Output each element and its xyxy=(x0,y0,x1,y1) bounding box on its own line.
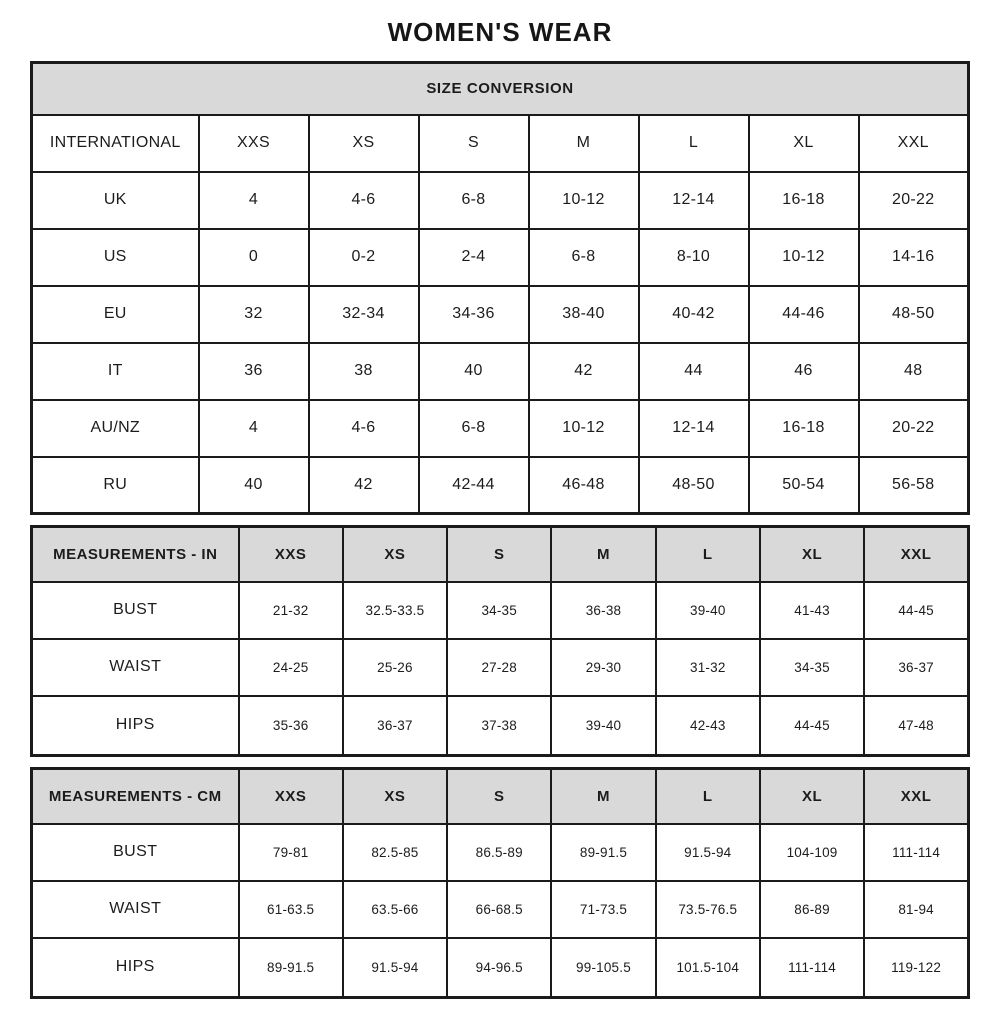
size-value-cell: 89-91.5 xyxy=(551,824,655,881)
size-value-cell: 32.5-33.5 xyxy=(343,582,447,639)
size-value-cell: 46 xyxy=(749,343,859,400)
size-value-cell: 104-109 xyxy=(760,824,864,881)
size-column-header: M xyxy=(551,527,655,582)
size-value-cell: 0 xyxy=(199,229,309,286)
size-value-cell: 4-6 xyxy=(309,172,419,229)
size-value-cell: 29-30 xyxy=(551,639,655,696)
row-label: US xyxy=(32,229,199,286)
size-value-cell: 99-105.5 xyxy=(551,938,655,998)
size-value-cell: 6-8 xyxy=(419,400,529,457)
size-value-cell: 34-35 xyxy=(760,639,864,696)
size-value-cell: 48-50 xyxy=(859,286,969,343)
size-value-cell: 40 xyxy=(419,343,529,400)
size-column-header: M xyxy=(529,115,639,172)
size-value-cell: 4 xyxy=(199,172,309,229)
table-row xyxy=(32,343,969,400)
measurements-in-header-row xyxy=(32,527,969,582)
size-column-header: S xyxy=(419,115,529,172)
size-value-cell: 119-122 xyxy=(864,938,968,998)
size-value-cell: 10-12 xyxy=(529,172,639,229)
page-title: WOMEN'S WEAR xyxy=(387,17,613,47)
size-column-header: XXL xyxy=(864,769,968,824)
size-value-cell: 44-45 xyxy=(864,582,968,639)
size-conversion-columns-row xyxy=(32,115,969,172)
table-row xyxy=(32,582,969,639)
size-value-cell: 24-25 xyxy=(239,639,343,696)
size-value-cell: 39-40 xyxy=(656,582,760,639)
row-label: AU/NZ xyxy=(32,400,199,457)
row-label: INTERNATIONAL xyxy=(32,115,199,172)
size-column-header: XXS xyxy=(239,527,343,582)
row-label: HIPS xyxy=(32,696,239,756)
size-column-header: L xyxy=(639,115,749,172)
size-column-header: XXS xyxy=(199,115,309,172)
size-value-cell: 39-40 xyxy=(551,696,655,756)
size-value-cell: 63.5-66 xyxy=(343,881,447,938)
size-value-cell: 16-18 xyxy=(749,400,859,457)
size-value-cell: 36-38 xyxy=(551,582,655,639)
size-conversion-title: SIZE CONVERSION xyxy=(32,63,969,115)
size-value-cell: 48 xyxy=(859,343,969,400)
size-value-cell: 40 xyxy=(199,457,309,514)
size-column-header: XS xyxy=(343,527,447,582)
size-value-cell: 82.5-85 xyxy=(343,824,447,881)
size-value-cell: 46-48 xyxy=(529,457,639,514)
size-value-cell: 111-114 xyxy=(760,938,864,998)
size-value-cell: 34-36 xyxy=(419,286,529,343)
size-value-cell: 66-68.5 xyxy=(447,881,551,938)
measurements-in-title: MEASUREMENTS - IN xyxy=(32,527,239,582)
size-value-cell: 16-18 xyxy=(749,172,859,229)
size-value-cell: 79-81 xyxy=(239,824,343,881)
table-row xyxy=(32,639,969,696)
size-column-header: M xyxy=(551,769,655,824)
size-value-cell: 42 xyxy=(529,343,639,400)
table-row xyxy=(32,457,969,514)
size-column-header: XL xyxy=(749,115,859,172)
row-label: BUST xyxy=(32,582,239,639)
size-value-cell: 20-22 xyxy=(859,172,969,229)
size-value-cell: 50-54 xyxy=(749,457,859,514)
size-value-cell: 44-46 xyxy=(749,286,859,343)
size-value-cell: 94-96.5 xyxy=(447,938,551,998)
size-value-cell: 73.5-76.5 xyxy=(656,881,760,938)
size-value-cell: 6-8 xyxy=(529,229,639,286)
size-value-cell: 8-10 xyxy=(639,229,749,286)
size-value-cell: 25-26 xyxy=(343,639,447,696)
size-value-cell: 42-43 xyxy=(656,696,760,756)
row-label: BUST xyxy=(32,824,239,881)
table-row xyxy=(32,824,969,881)
size-value-cell: 56-58 xyxy=(859,457,969,514)
size-value-cell: 89-91.5 xyxy=(239,938,343,998)
size-value-cell: 71-73.5 xyxy=(551,881,655,938)
size-value-cell: 21-32 xyxy=(239,582,343,639)
table-row xyxy=(32,400,969,457)
size-value-cell: 36-37 xyxy=(343,696,447,756)
size-value-cell: 36-37 xyxy=(864,639,968,696)
table-row xyxy=(32,696,969,756)
size-value-cell: 38 xyxy=(309,343,419,400)
size-value-cell: 4-6 xyxy=(309,400,419,457)
size-value-cell: 12-14 xyxy=(639,172,749,229)
size-column-header: XL xyxy=(760,527,864,582)
size-value-cell: 2-4 xyxy=(419,229,529,286)
size-value-cell: 37-38 xyxy=(447,696,551,756)
size-conversion-header-row xyxy=(32,63,969,115)
size-value-cell: 38-40 xyxy=(529,286,639,343)
measurements-cm-header-row xyxy=(32,769,969,824)
size-value-cell: 14-16 xyxy=(859,229,969,286)
measurements-in-table xyxy=(30,525,970,757)
size-column-header: XS xyxy=(343,769,447,824)
size-value-cell: 61-63.5 xyxy=(239,881,343,938)
row-label: EU xyxy=(32,286,199,343)
size-value-cell: 44-45 xyxy=(760,696,864,756)
size-value-cell: 31-32 xyxy=(656,639,760,696)
size-column-header: XXS xyxy=(239,769,343,824)
row-label: RU xyxy=(32,457,199,514)
size-value-cell: 12-14 xyxy=(639,400,749,457)
size-value-cell: 40-42 xyxy=(639,286,749,343)
size-value-cell: 81-94 xyxy=(864,881,968,938)
size-value-cell: 86-89 xyxy=(760,881,864,938)
size-column-header: L xyxy=(656,527,760,582)
size-value-cell: 20-22 xyxy=(859,400,969,457)
size-value-cell: 4 xyxy=(199,400,309,457)
table-row xyxy=(32,286,969,343)
size-column-header: XXL xyxy=(859,115,969,172)
row-label: WAIST xyxy=(32,881,239,938)
size-value-cell: 86.5-89 xyxy=(447,824,551,881)
size-column-header: XL xyxy=(760,769,864,824)
size-column-header: XXL xyxy=(864,527,968,582)
size-value-cell: 44 xyxy=(639,343,749,400)
size-value-cell: 101.5-104 xyxy=(656,938,760,998)
size-value-cell: 42 xyxy=(309,457,419,514)
size-conversion-table xyxy=(30,61,970,515)
size-value-cell: 32 xyxy=(199,286,309,343)
size-column-header: L xyxy=(656,769,760,824)
size-value-cell: 48-50 xyxy=(639,457,749,514)
size-column-header: S xyxy=(447,769,551,824)
row-label: UK xyxy=(32,172,199,229)
size-column-header: S xyxy=(447,527,551,582)
size-value-cell: 32-34 xyxy=(309,286,419,343)
size-value-cell: 47-48 xyxy=(864,696,968,756)
size-value-cell: 10-12 xyxy=(529,400,639,457)
size-value-cell: 91.5-94 xyxy=(656,824,760,881)
table-row xyxy=(32,172,969,229)
measurements-cm-title: MEASUREMENTS - CM xyxy=(32,769,239,824)
size-value-cell: 41-43 xyxy=(760,582,864,639)
size-value-cell: 42-44 xyxy=(419,457,529,514)
size-value-cell: 111-114 xyxy=(864,824,968,881)
size-value-cell: 10-12 xyxy=(749,229,859,286)
size-value-cell: 34-35 xyxy=(447,582,551,639)
table-row xyxy=(32,938,969,998)
size-column-header: XS xyxy=(309,115,419,172)
table-row xyxy=(32,881,969,938)
size-value-cell: 91.5-94 xyxy=(343,938,447,998)
size-value-cell: 6-8 xyxy=(419,172,529,229)
size-value-cell: 0-2 xyxy=(309,229,419,286)
size-value-cell: 35-36 xyxy=(239,696,343,756)
size-value-cell: 36 xyxy=(199,343,309,400)
size-value-cell: 27-28 xyxy=(447,639,551,696)
row-label: IT xyxy=(32,343,199,400)
table-row xyxy=(32,229,969,286)
row-label: HIPS xyxy=(32,938,239,998)
measurements-cm-table xyxy=(30,767,970,999)
row-label: WAIST xyxy=(32,639,239,696)
